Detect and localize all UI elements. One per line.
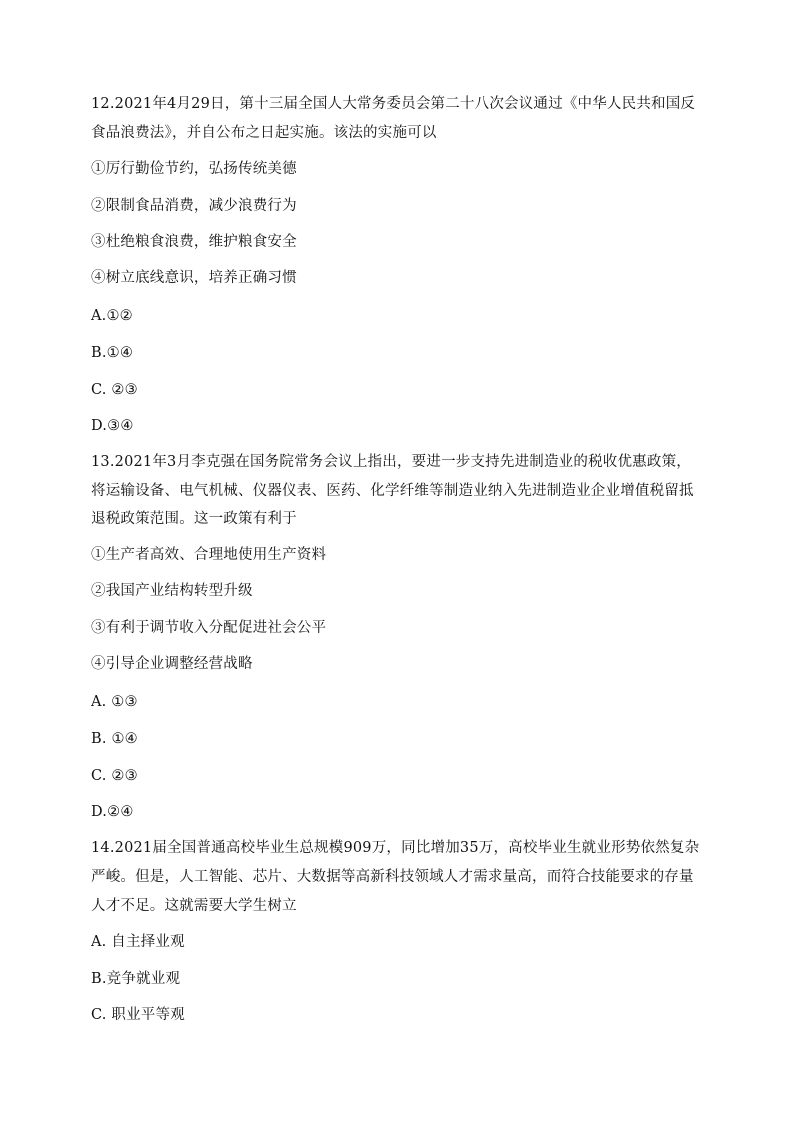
question-14-option-b: B.竞争就业观	[91, 971, 181, 987]
question-13-statement-4: ④引导企业调整经营战略	[91, 656, 253, 672]
question-13-statement-1: ①生产者高效、合理地使用生产资料	[91, 547, 327, 563]
question-12-statement-1: ①厉行勤俭节约，弘扬传统美德	[91, 161, 297, 177]
question-14-option-c: C. 职业平等观	[91, 1007, 185, 1023]
question-12-option-c: C. ②③	[91, 382, 138, 398]
question-14-option-a: A. 自主择业观	[91, 934, 185, 950]
question-14-stem-line-1: 14.2021届全国普通高校毕业生总规模909万，同比增加35万，高校毕业生就业形势依然复杂	[91, 840, 700, 856]
question-14-stem-line-2: 严峻。但是，人工智能、芯片、大数据等高新科技领域人才需求量高，而符合技能要求的存量	[91, 869, 694, 885]
question-13-stem-line-3: 退税政策范围。这一政策有利于	[91, 511, 297, 527]
question-12-option-b: B.①④	[91, 345, 134, 361]
question-13-statement-3: ③有利于调节收入分配促进社会公平	[91, 620, 327, 636]
question-12-option-d: D.③④	[91, 418, 134, 434]
question-12-option-a: A.①②	[91, 308, 133, 324]
question-13-stem-line-1: 13.2021年3月李克强在国务院常务会议上指出，要进一步支持先进制造业的税收优惠政策，	[91, 454, 691, 470]
question-12-stem-line-2: 食品浪费法》，并自公布之日起实施。该法的实施可以	[91, 125, 437, 141]
question-12-statement-3: ③杜绝粮食浪费，维护粮食安全	[91, 234, 297, 250]
question-13-statement-2: ②我国产业结构转型升级	[91, 583, 253, 599]
question-13-option-a: A. ①③	[91, 694, 138, 710]
question-12-statement-2: ②限制食品消费，减少浪费行为	[91, 198, 297, 214]
question-13-stem-line-2: 将运输设备、电气机械、仪器仪表、医药、化学纤维等制造业纳入先进制造业企业增值税留抵	[91, 483, 694, 499]
question-12-statement-4: ④树立底线意识，培养正确习惯	[91, 270, 297, 286]
question-13-option-d: D.②④	[91, 804, 134, 820]
question-13-option-b: B. ①④	[91, 731, 138, 747]
question-14-stem-line-3: 人才不足。这就需要大学生树立	[91, 898, 297, 914]
question-13-option-c: C. ②③	[91, 768, 138, 784]
question-12-stem-line-1: 12.2021年4月29日，第十三届全国人大常务委员会第二十八次会议通过《中华人民共和国反	[91, 96, 696, 112]
